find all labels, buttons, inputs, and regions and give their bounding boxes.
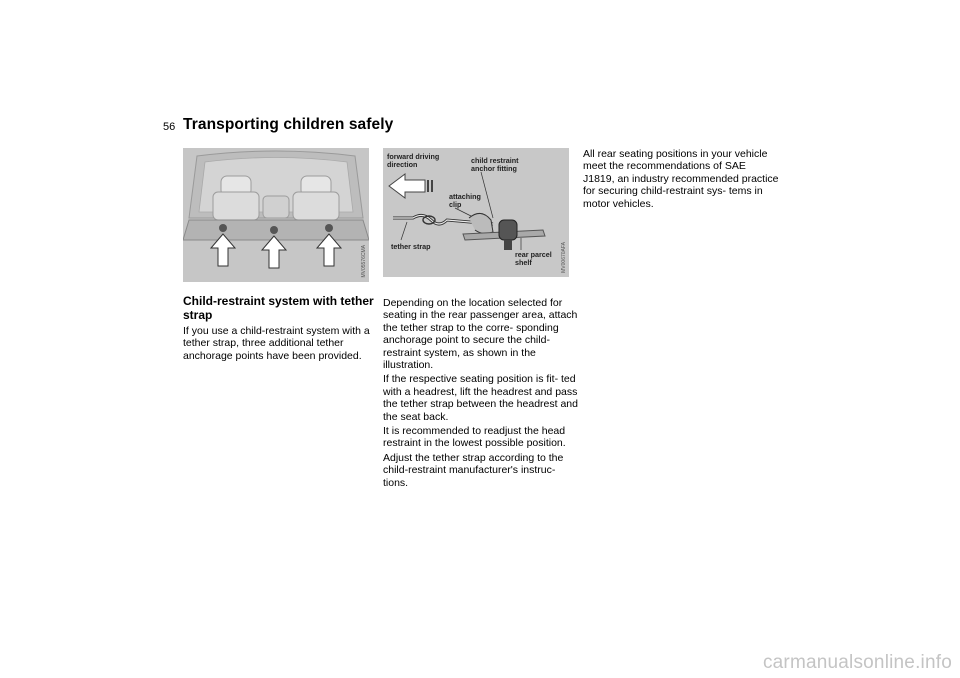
page-title: Transporting children safely	[183, 116, 394, 133]
paragraph: Adjust the tether strap according to the child-restraint manufacturer's instruc- tions.	[383, 451, 564, 489]
column-2	[383, 297, 579, 491]
figure-code: MV00670AFA	[561, 242, 567, 273]
rear-seat-illustration	[183, 148, 369, 282]
paragraph: Depending on the location selected for seating in the rear passenger area, attach the tether strap to the corre- sponding anchorage point to secure the child-restraint system, as shown in the illustration.	[383, 297, 578, 372]
paragraph: If the respective seating position is fit- ted with a headrest, lift the headrest and pass the tether strap between the headrest and the seat back.	[383, 373, 578, 423]
intro-paragraph: If you use a child-restraint system with a tether strap, three additional tether anchorage points have been provided.	[183, 325, 370, 362]
page-number: 56	[163, 121, 176, 133]
rear-seat-svg	[183, 148, 369, 282]
label-rear-parcel: rear parcel	[515, 250, 552, 259]
label-clip: clip	[449, 200, 462, 209]
figure-code: MV05576CMA	[361, 245, 367, 278]
tether-diagram-svg	[383, 148, 569, 277]
label-tether-strap: tether strap	[391, 242, 431, 251]
column-1	[183, 325, 378, 364]
section-heading: Child-restraint system with tether strap	[183, 294, 374, 322]
label-anchor-fitting: anchor fitting	[471, 164, 517, 173]
paragraph: It is recommended to readjust the head restraint in the lowest possible position.	[383, 425, 566, 450]
label-child-restraint: child restraint	[471, 156, 519, 165]
column-3	[583, 148, 779, 212]
label-direction: direction	[387, 160, 418, 169]
site-watermark: carmanualsonline.info	[762, 652, 952, 673]
label-forward-driving: forward driving	[387, 152, 440, 161]
tether-strap-diagram	[383, 148, 569, 277]
label-attaching: attaching	[449, 192, 481, 201]
label-shelf: shelf	[515, 258, 532, 267]
paragraph: All rear seating positions in your vehicle meet the recommendations of SAE J1819, an industry recommended practice for securing child-restraint sys- tems in motor vehicles.	[583, 148, 779, 210]
